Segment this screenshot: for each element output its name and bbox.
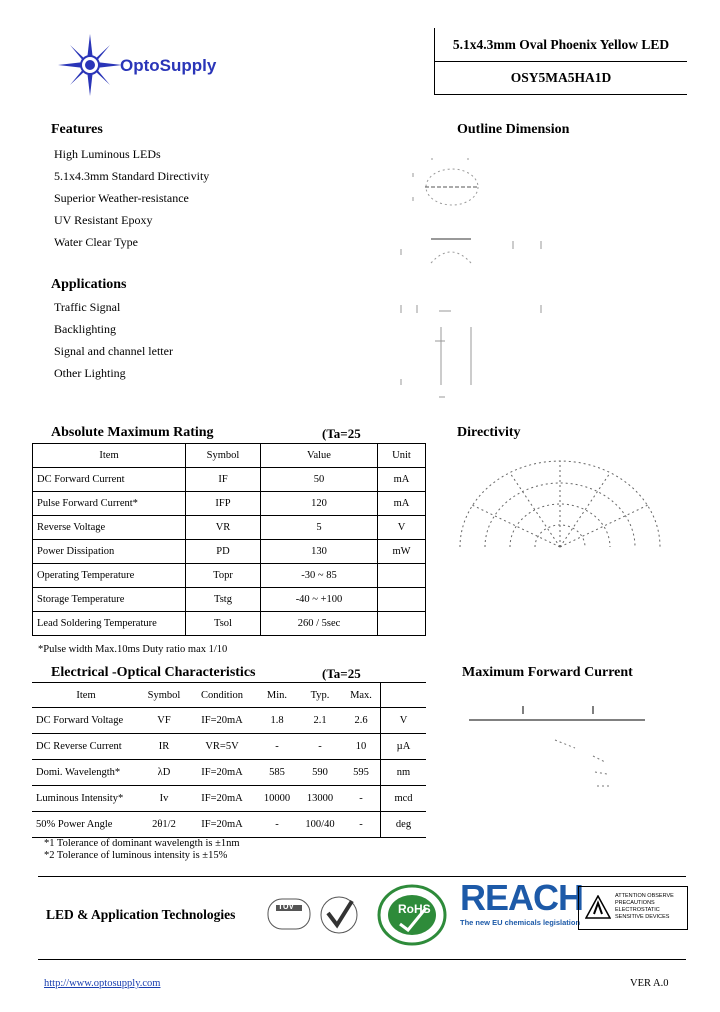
cell-min: 585: [256, 760, 298, 786]
list-item: Backlighting: [54, 322, 116, 336]
website-link[interactable]: http://www.optosupply.com: [44, 978, 161, 989]
cell-value: 120: [261, 492, 378, 516]
list-item: Traffic Signal: [54, 300, 121, 314]
logo-star-icon: [58, 34, 122, 96]
cell-value: -30 ~ 85: [261, 564, 378, 588]
list-item: UV Resistant Epoxy: [54, 213, 153, 227]
cell-item: Domi. Wavelength*: [32, 760, 140, 786]
cell-min: -: [256, 734, 298, 760]
product-title: 5.1x4.3mm Oval Phoenix Yellow LED: [435, 28, 687, 62]
cell-symbol: 2θ1/2: [140, 812, 188, 838]
cell-item: DC Reverse Current: [32, 734, 140, 760]
cell-typ: 13000: [298, 786, 342, 812]
cell-item: DC Forward Voltage: [32, 708, 140, 734]
cell-value: 50: [261, 468, 378, 492]
cell-symbol: λD: [140, 760, 188, 786]
cell-item: Reverse Voltage: [33, 516, 186, 540]
cell-max: -: [342, 812, 381, 838]
logo: [58, 34, 278, 96]
table-row: [32, 708, 426, 734]
tuv-badge: [266, 893, 362, 937]
cell-symbol: Tsol: [186, 612, 261, 636]
footer-bottom-divider: [38, 959, 686, 960]
eo-note: *1 Tolerance of dominant wavelength is ±1nm: [44, 838, 240, 849]
list-item: Other Lighting: [54, 366, 126, 380]
table-row: [33, 516, 426, 540]
cell-condition: IF=20mA: [188, 760, 256, 786]
cell-max: 10: [342, 734, 381, 760]
eo-table: [32, 682, 426, 838]
directivity-heading: Directivity: [457, 425, 521, 440]
list-item: High Luminous LEDs: [54, 147, 161, 161]
cell-condition: IF=20mA: [188, 812, 256, 838]
esd-warning-icon: [585, 895, 611, 919]
cell-unit: mA: [378, 468, 426, 492]
cell-unit: [378, 588, 426, 612]
cell-unit: [378, 564, 426, 588]
header-unit: [381, 683, 427, 708]
cell-unit: V: [381, 708, 427, 734]
reach-sub: The new EU chemicals legislation: [460, 918, 581, 927]
cell-unit: V: [378, 516, 426, 540]
list-item: Signal and channel letter: [54, 344, 173, 358]
cell-unit: mW: [378, 540, 426, 564]
cell-typ: 2.1: [298, 708, 342, 734]
directivity-polar-chart: [450, 455, 670, 555]
cell-value: 260 / 5sec: [261, 612, 378, 636]
cell-max: 595: [342, 760, 381, 786]
cell-value: -40 ~ +100: [261, 588, 378, 612]
abs-max-heading: Absolute Maximum Rating: [51, 425, 214, 440]
cell-condition: IF=20mA: [188, 786, 256, 812]
cell-symbol: IFP: [186, 492, 261, 516]
applications-heading: Applications: [51, 277, 127, 292]
esd-badge: [578, 886, 688, 930]
cell-unit: deg: [381, 812, 427, 838]
applications-list: [54, 296, 173, 384]
part-number: OSY5MA5HA1D: [510, 70, 612, 85]
cell-item: Storage Temperature: [33, 588, 186, 612]
table-row: [33, 588, 426, 612]
table-row: [33, 492, 426, 516]
brand-name: OptoSupply: [120, 56, 217, 75]
cell-min: -: [256, 812, 298, 838]
header-value: Value: [261, 444, 378, 468]
header-item: Item: [32, 683, 140, 708]
max-forward-chart: [465, 700, 650, 810]
cell-typ: 100/40: [298, 812, 342, 838]
header-symbol: Symbol: [140, 683, 188, 708]
max-forward-heading: Maximum Forward Current: [462, 665, 633, 680]
cell-item: DC Forward Current: [33, 468, 186, 492]
list-item: Superior Weather-resistance: [54, 191, 189, 205]
outline-heading: Outline Dimension: [457, 122, 570, 137]
cell-condition: IF=20mA: [188, 708, 256, 734]
header-typ: Typ.: [298, 683, 342, 708]
abs-max-table: [32, 443, 426, 636]
table-row: [33, 468, 426, 492]
cell-item: 50% Power Angle: [32, 812, 140, 838]
features-heading: Features: [51, 122, 103, 137]
eo-note: *2 Tolerance of luminous intensity is ±15%: [44, 850, 228, 861]
abs-max-note: *Pulse width Max.10ms Duty ratio max 1/10: [38, 644, 228, 655]
cell-min: 10000: [256, 786, 298, 812]
cell-item: Power Dissipation: [33, 540, 186, 564]
cell-symbol: VF: [140, 708, 188, 734]
cell-unit: µA: [381, 734, 427, 760]
cell-unit: [378, 612, 426, 636]
title-box: [434, 28, 687, 95]
table-row: [33, 612, 426, 636]
header-condition: Condition: [188, 683, 256, 708]
table-header-row: [32, 683, 426, 708]
cell-symbol: IF: [186, 468, 261, 492]
list-item: Water Clear Type: [54, 235, 138, 249]
company-name: LED & Application Technologies: [46, 907, 236, 922]
esd-label: ATTENTION OBSERVE PRECAUTIONS ELECTROSTATIC SENSITIVE DEVICES: [615, 893, 674, 920]
table-row: [32, 812, 426, 838]
cell-value: 130: [261, 540, 378, 564]
features-list: [54, 143, 209, 253]
table-row: [32, 786, 426, 812]
rohs-label: RoHS: [398, 902, 431, 916]
cell-typ: -: [298, 734, 342, 760]
cell-symbol: Iv: [140, 786, 188, 812]
cell-min: 1.8: [256, 708, 298, 734]
footer-divider: [38, 876, 686, 877]
cell-item: Lead Soldering Temperature: [33, 612, 186, 636]
header-max: Max.: [342, 683, 381, 708]
cell-item: Pulse Forward Current*: [33, 492, 186, 516]
cell-symbol: VR: [186, 516, 261, 540]
table-row: [33, 540, 426, 564]
cell-symbol: IR: [140, 734, 188, 760]
cell-item: Luminous Intensity*: [32, 786, 140, 812]
abs-max-condition: (Ta=25: [322, 426, 361, 441]
list-item: 5.1x4.3mm Standard Directivity: [54, 169, 210, 183]
version-label: VER A.0: [630, 978, 669, 989]
rohs-badge: [376, 884, 448, 946]
eo-condition: (Ta=25: [322, 666, 361, 681]
cell-max: 2.6: [342, 708, 381, 734]
tuv-label: TÜV: [278, 902, 294, 911]
header-symbol: Symbol: [186, 444, 261, 468]
cell-symbol: Tstg: [186, 588, 261, 612]
cell-condition: VR=5V: [188, 734, 256, 760]
table-row: [32, 760, 426, 786]
cell-symbol: Topr: [186, 564, 261, 588]
cell-value: 5: [261, 516, 378, 540]
eo-heading: Electrical -Optical Characteristics: [51, 665, 256, 680]
cell-item: Operating Temperature: [33, 564, 186, 588]
eo-notes: [44, 838, 240, 862]
table-row: [32, 734, 426, 760]
cell-unit: nm: [381, 760, 427, 786]
cell-typ: 590: [298, 760, 342, 786]
cell-max: -: [342, 786, 381, 812]
reach-badge: [460, 877, 584, 934]
reach-label: REACH: [460, 877, 584, 918]
outline-drawing: [395, 145, 565, 405]
table-header-row: [33, 444, 426, 468]
cell-unit: mA: [378, 492, 426, 516]
header-min: Min.: [256, 683, 298, 708]
header-unit: Unit: [378, 444, 426, 468]
cell-unit: mcd: [381, 786, 427, 812]
header-item: Item: [33, 444, 186, 468]
table-row: [33, 564, 426, 588]
cell-symbol: PD: [186, 540, 261, 564]
